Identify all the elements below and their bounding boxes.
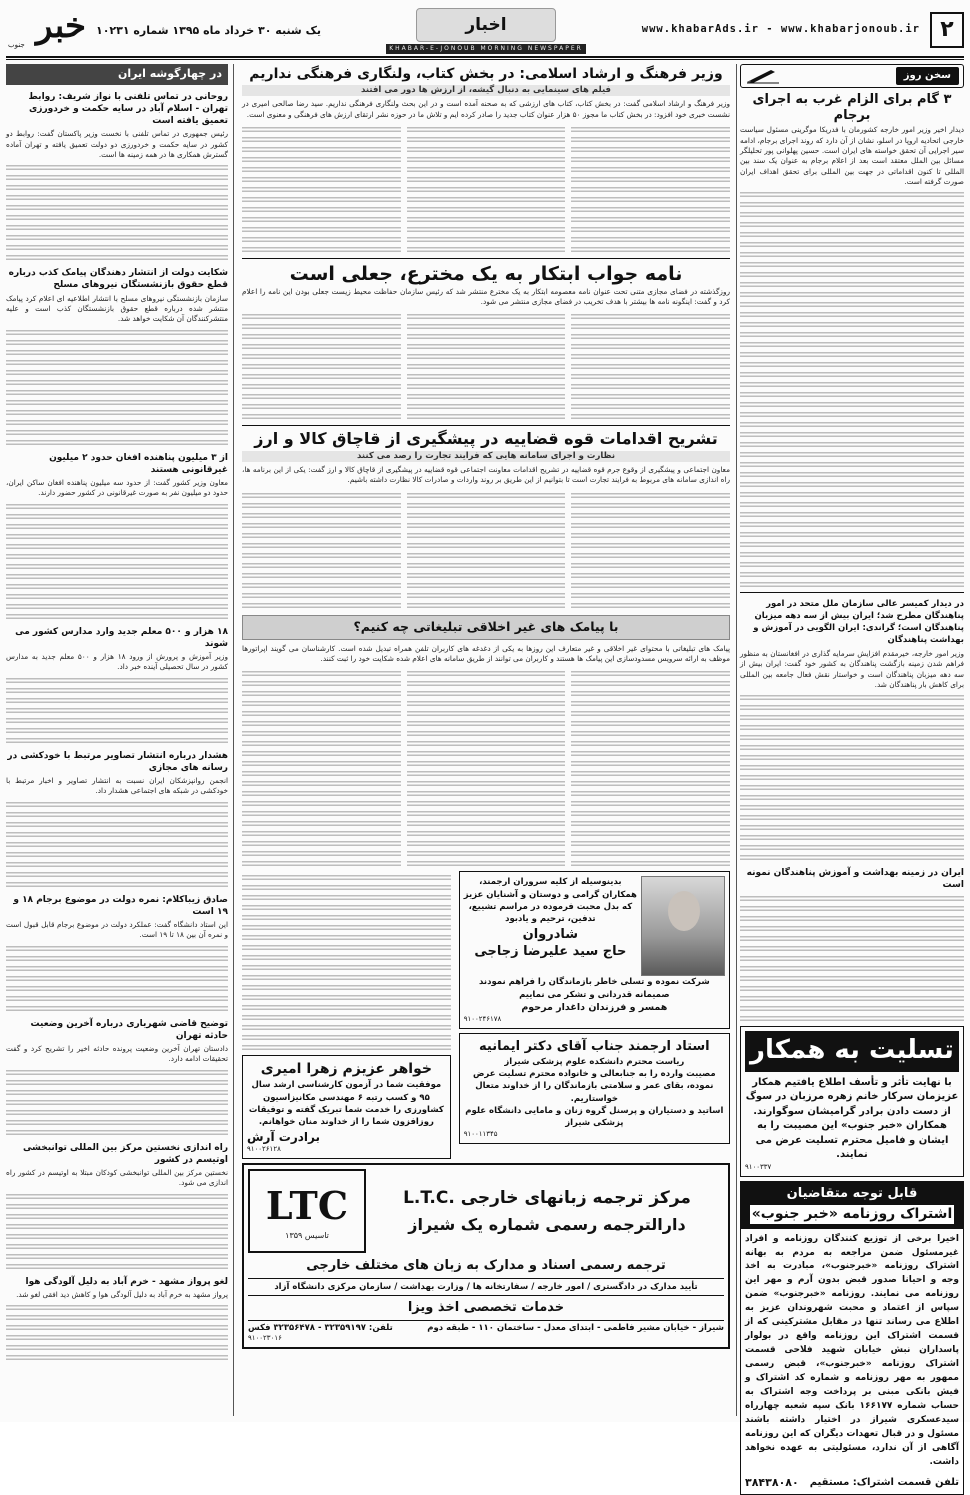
- ltc-translation-ad: [242, 1163, 730, 1349]
- sister-congrats-ad: [242, 1055, 451, 1159]
- news-item-title[interactable]: روحانی در تماس تلفنی با نواز شریف: روابط تهران - اسلام آباد در سایه حکمت و خردورزی تعمیق یافته است: [28, 91, 228, 127]
- editorial-tag: [740, 64, 964, 88]
- editorial-title[interactable]: ۳ گام برای الزام غرب به اجرای برجام: [752, 92, 952, 123]
- pen-icon: [745, 68, 781, 84]
- column-divider: [736, 64, 737, 1416]
- notice-phone-row: [741, 1474, 963, 1495]
- ltc-phones[interactable]: تلفن: ۳۲۳۵۹۱۹۷ - ۳۲۳۵۶۴۷۸ فکس: [248, 1322, 393, 1333]
- news-item-title[interactable]: ۱۸ هزار و ۵۰۰ معلم جدید وارد مدارس کشور می شوند: [15, 626, 228, 649]
- news-item-body: رئیس جمهوری در تماس تلفنی با نخست وزیر پاکستان گفت: روابط دو کشور در سایه حکمت و خردورزی دو دولت تعمیق یافته و تهران آماده گسترش همکاری ها در همه زمینه ها است.: [6, 129, 228, 159]
- news-item-title[interactable]: هشدار درباره انتشار تصاویر مرتبط با خودکشی در رسانه های مجازی: [7, 750, 228, 773]
- logo-text: خبر: [35, 6, 86, 46]
- culture-minister-title[interactable]: وزیر فرهنگ و ارشاد اسلامی: در بخش کتاب، ولنگاری فرهنگی نداریم: [249, 66, 723, 82]
- sms-body: پیامک های تبلیغاتی با محتوای غیر اخلاقی و غیر متعارف این روزها به یکی از دغدغه های کاربران تلفن همراه تبدیل شده است. کارشناسان می گویند اپراتورها موظف به ارائه سرویس مسدودسازی این پیامک ها هستند و کاربران می توانند از طریق سامانه های اعلام شده شکایت خود را ثبت کنند.: [242, 643, 730, 663]
- news-item-title[interactable]: صادق زیباکلام: نمره دولت در موضوع برجام ۱۸ و ۱۹ است: [13, 894, 228, 917]
- condolence-title: تسلیت به همکار: [745, 1031, 959, 1072]
- sms-column-continued: [242, 873, 451, 1051]
- judiciary-subtitle: نظارت و اجرای سامانه هایی که فرایند تجارت را رصد می کنند: [242, 451, 730, 462]
- sister-code: ۹۱۰۰۲۶۱۲۸: [247, 1144, 281, 1153]
- news-item-title[interactable]: راه اندازی نخستین مرکز بین المللی توانبخشی اوتیسم در کشور: [22, 1142, 228, 1165]
- notice-title: قابل توجه متقاضیان: [786, 1186, 918, 1202]
- letter-body: روزگذشته در فضای مجازی متنی تحت عنوان نامه معصومه ابتکار به یک مخترع منتشر شد که رئیس سازمان حفاظت محیط زیست جعلی بودن این نامه را اعلام کرد و گفت: اینگونه نامه ها بیشتر با هدف تخریب در فضای مجازی منتشر می شود.: [242, 286, 730, 307]
- obituary-ad: [459, 871, 730, 1029]
- header-rule: [6, 56, 964, 60]
- ltc-title: مرکز ترجمه زبانهای خارجی .L.T.C: [403, 1187, 691, 1208]
- sms-columns: [242, 667, 730, 869]
- news-item-body: نخستین مرکز بین المللی توانبخشی کودکان مبتلا به اوتیسم در کشور راه اندازی می شود.: [6, 1167, 228, 1188]
- condolence-ad: [740, 1026, 964, 1178]
- news-item: [6, 1018, 228, 1136]
- notice-phone-label: تلفن قسمت اشتراک: مستقیم: [809, 1476, 959, 1488]
- ltc-line2: تأیید مدارک در دادگستری / امور خارجه / سفارتخانه ها / وزارت بهداشت / سازمان مرکزی دانشگاه آزاد: [248, 1278, 724, 1296]
- sms-section-bar[interactable]: با پیامک های غیر اخلاقی تبلیغاتی چه کنیم؟: [242, 615, 730, 640]
- editorial-tag-label: سخن روز: [896, 67, 959, 85]
- professor-sign: اساتید و دستیاران و پرسنل گروه زنان و مامایی دانشگاه علوم پزشکی شیراز: [465, 1105, 724, 1129]
- news-item-body: این استاد دانشگاه گفت: عملکرد دولت در موضوع برجام قابل قبول است و نمره آن بین ۱۸ تا ۱۹ است.: [6, 919, 228, 940]
- obituary-name: حاج سید علیرضا زجاجی: [474, 944, 627, 960]
- newspaper-logo: [6, 6, 86, 50]
- culture-minister-body: وزیر فرهنگ و ارشاد اسلامی گفت: در بخش کتاب، کتاب های ارزشی که به صحنه آمده است و در این بحث ولنگاری فرهنگی نداریم. سید رضا صالحی امیری در نشست خبری خود افزود: در بخش کتاب ما مجوز ۵۰ هزار عنوان کتاب جدید را صادر کرده ایم و تلاش ما در حوزه نشر ارتقای ارزش های فرهنگی و معنوی است.: [242, 99, 730, 119]
- ltc-address: شیراز - خیابان مشیر فاطمی - ابتدای معدل - ساختمان ۱۱۰ - طبقه دوم: [427, 1322, 724, 1333]
- right-column: [740, 64, 964, 1489]
- condolence-body: با نهایت تأثر و تأسف اطلاع یافتیم همکار عزیزمان سرکار خانم زهره مرزبان در سوگ از دست دادن برادر گرامیشان سوگوارند. همکاران «خبر جنوب» این مصیبت را به ایشان و فامیل محترم تسلیت عرض می نمایند.: [745, 1076, 959, 1161]
- page-number: ۲: [930, 12, 964, 48]
- ltc-contact-row: [248, 1320, 724, 1334]
- professor-sub: ریاست محترم دانشکده علوم پزشکی شیراز: [504, 1056, 685, 1067]
- ltc-line3: خدمات تخصصی اخذ ویزا: [407, 1299, 565, 1315]
- portrait-photo: [641, 876, 725, 976]
- notice-body: اخیرا برخی از توزیع کنندگان روزنامه و افراد غیرمسئول ضمن مراجعه به مردم به بهانه اشتراک روزنامه «خبرجنوب»، مبادرت به اخذ وجه و احیانا صدور قبض بدون آرم و مهر این روزنامه می نمایند. روزنامه «خبرجنوب» ضمن سپاس از اعتماد و محبت شهروندان عزیز به اطلاع می رساند تنها در مقابل مشترکینی که از قسمت اشتراک این روزنامه واقع در بولوار پاسداران نبش خیابان شهید فلاحی قسمت اشتراک روزنامه «خبرجنوب»، قبض رسمی ممهور به مهر روزنامه و شماره کد اشتراک و فیش بانکی مبنی بر پرداخت وجه اشتراک به حساب شماره ۱۶۶۱۷۷ بانک سپه شعبه چهارراه سیدعسکری شیراز در اختیار داشته باشند مسئول و در قبال تعهدات دیگران که این روزنامه آگاهی از آن ندارد، مسئولیتی به عهده نخواهد داشت.: [745, 1233, 960, 1467]
- regional-news-bar: در چهارگوشه ایران: [6, 64, 228, 85]
- condolence-code: ۹۱۰۰۳۳۷: [745, 1162, 772, 1171]
- professor-title: استاد ارجمند جناب آقای دکتر ایمانیه: [479, 1039, 710, 1055]
- obituary-title: شادروان: [522, 926, 579, 942]
- letter-title[interactable]: نامه جواب ابتکار به یک مخترع، جعلی است: [289, 262, 683, 285]
- professor-code: ۹۱۰۰۱۱۳۴۵: [463, 1129, 498, 1138]
- news-item-body: پرواز مشهد به خرم آباد به دلیل آلودگی هوا و کاهش دید افقی لغو شد.: [16, 1289, 228, 1299]
- ltc-line1: ترجمه رسمی اسناد و مدارک به زبان های مختلف خارجی: [306, 1258, 666, 1274]
- ltc-logo: [248, 1169, 366, 1253]
- left-column: [6, 64, 228, 1416]
- refugee-subheading: ایران در زمینه بهداشت و آموزش پناهندگان نمونه است: [746, 868, 964, 891]
- letter-columns: [242, 310, 730, 422]
- news-item-title[interactable]: توضیح قاضی شهریاری درباره آخرین وضعیت حادثه تهران: [30, 1018, 228, 1041]
- news-item: [6, 1142, 228, 1270]
- obituary-intro: بدینوسیله از کلیه سروران ارجمند، همکاران گرامی و دوستان و آشنایان عزیز که بدل محبت فرموده در مراسم تشییع، تدفین، ترحیم و یادبود: [463, 877, 637, 925]
- news-item: [6, 626, 228, 744]
- refugee-news-continued: [740, 693, 964, 861]
- middle-column: [242, 64, 730, 1416]
- judiciary-body: معاون اجتماعی و پیشگیری از وقوع جرم قوه قضاییه در تشریح اقدامات معاونت اجتماعی قوه قضاییه در پیشگیری از قاچاق کالا و ارز گفت: یکی از این برنامه ها، راه اندازی سامانه های مربوط به فرایند تجارت است تا بتوانیم از این طریق بر روند واردات و صادرات کالا نظارت داشته باشیم.: [242, 465, 730, 485]
- ltc-top-row: [248, 1169, 724, 1253]
- ltc-logo-text: LTC: [265, 1183, 349, 1229]
- professor-body: مصیبت وارده را به جنابعالی و خانواده محترم تسلیت عرض نموده، بقای عمر و سلامتی بازماندگان را از خداوند متعال خواستاریم.: [473, 1069, 716, 1104]
- news-item: [6, 894, 228, 1012]
- sister-body: موفقیت شما در آزمون کارشناسی ارشد سال ۹۵ و کسب رتبه ۶ مهندسی مکانیزاسیون کشاورزی را خدمت شما تبریک گفته و توفیقات روزافزون شما را از خداوند منان خواهانم.: [248, 1080, 444, 1128]
- ltc-sub: دارالترجمه رسمی شماره یک شیراز: [408, 1214, 686, 1234]
- news-item-body: دادستان تهران آخرین وضعیت پرونده حادثه اخیر را تشریح کرد و گفت تحقیقات ادامه دارد.: [6, 1043, 228, 1064]
- news-item: [6, 452, 228, 620]
- news-item: [6, 91, 228, 262]
- issue-line: یک شنبه ۳۰ خرداد ماه ۱۳۹۵ شماره ۱۰۲۳۱: [96, 24, 321, 37]
- notice-header: [741, 1182, 963, 1228]
- news-item: [6, 267, 228, 445]
- sister-title: خواهر عزیزم زهرا امیری: [260, 1061, 432, 1078]
- news-item-title[interactable]: از ۳ میلیون پناهنده افغان حدود ۲ میلیون غیرقانونی هستند: [49, 452, 228, 475]
- ads-row: [242, 871, 730, 1159]
- obituary-sign: همسر و فرزندان داغدار مرحوم: [521, 1001, 668, 1013]
- news-item-body: وزیر آموزش و پرورش از ورود ۱۸ هزار و ۵۰۰ معلم جدید به مدارس کشور در سال تحصیلی آینده خبر داد.: [6, 651, 228, 672]
- notice-subtitle: اشتراک روزنامه «خبر جنوب»: [751, 1205, 953, 1222]
- editorial-body: دیدار اخیر وزیر امور خارجه کشورمان با فدریکا موگرینی مسئول سیاست خارجی اتحادیه اروپا در اسلو، نشان از آن دارد که روند اجرای برجام، ادامه سیر اجرایی آن تحقق خواسته های ایران است. حسین پهلوانی پور تحلیلگر مسائل بین الملل معتقد است بعد از اعلام برجام به عنوان یک سند بین المللی تا کنون اقداماتی در جهت بین المللی برای تحقق اهداف ایران صورت گرفته است.: [740, 125, 964, 186]
- section-subtitle: KHABAR-E-JONOUB MORNING NEWSPAPER: [386, 44, 586, 54]
- obituary-row: [464, 876, 725, 976]
- subscription-notice: [740, 1181, 964, 1495]
- regional-news-list: [6, 91, 228, 1361]
- ltc-est: تاسیس ۱۳۵۹: [285, 1231, 329, 1241]
- news-item-body: انجمن روانپزشکان ایران نسبت به انتشار تصاویر و اخبار مرتبط با خودکشی در شبکه های اجتماعی هشدار داد.: [6, 775, 228, 796]
- culture-minister-subtitle: فیلم های سینمایی به دنبال گیشه، از ارزش ها دور می افتند: [242, 85, 730, 96]
- notice-phone[interactable]: ۳۸۴۳۸۰۸۰: [745, 1475, 799, 1489]
- logo-subtext: جنوب: [8, 40, 25, 49]
- news-item: [6, 750, 228, 888]
- news-item-body: سازمان بازنشستگی نیروهای مسلح با انتشار اطلاعیه ای اعلام کرد پیامک منتشر شده درباره قطع حقوق بازنشستگان کذب است و علیه منتشرکنندگان آن شکایت خواهد شد.: [6, 293, 228, 324]
- refugee-news-end: [740, 894, 964, 1022]
- sister-sign: برادرت آرش: [247, 1129, 320, 1144]
- condolence-professor-ad: [459, 1033, 730, 1144]
- culture-minister-columns: [242, 123, 730, 255]
- news-item: [6, 1276, 228, 1362]
- ltc-code: ۹۱۰۰۲۳۰۱۶: [248, 1334, 282, 1342]
- page-header: [6, 6, 964, 54]
- news-item-title[interactable]: شکایت دولت از انتشار دهندگان پیامک کذب درباره قطع حقوق بازنشستگان نیروهای مسلح: [8, 268, 228, 291]
- site-url[interactable]: www.khabarAds.ir - www.khabarjonoub.ir: [641, 23, 920, 35]
- section-title: اخبار: [416, 8, 556, 42]
- obituary-code: ۹۱۰۰۲۴۶۱۷۸: [463, 1014, 502, 1023]
- refugee-news-body: وزیر امور خارجه، خیرمقدم افزایش سرمایه گذاری در افغانستان به منظور فراهم شدن زمینه بازگشت پناهندگان به کشور خود گفت: ایران بیش از سه دهه میزبان پناهندگان است و خواستار نقش فعال جامعه بین المللی برای کاهش بار پناهندگان شد.: [740, 648, 964, 689]
- obituary-body: شرکت نموده و تسلی خاطر بازماندگان را فراهم نمودند صمیمانه قدردانی و تشکر می نماییم: [478, 977, 710, 1000]
- judiciary-columns: [242, 489, 730, 611]
- news-item-body: معاون وزیر کشور گفت: از حدود سه میلیون پناهنده افغان ساکن ایران، حدود دو میلیون نفر به صورت غیرقانونی در کشور حضور دارند.: [6, 477, 228, 498]
- editorial-body-continued: [740, 190, 964, 588]
- judiciary-title[interactable]: تشریح اقدامات قوه قضاییه در پیشگیری از قاچاق کالا و ارز: [254, 429, 718, 449]
- column-divider: [233, 64, 234, 1416]
- refugee-news-title[interactable]: در دیدار کمیسر عالی سازمان ملل متحد در امور پناهندگان مطرح شد؛ ایران بیش از سه دهه میزبان پناهندگان است؛ گراندی: ایران الگویی در آموزش و بهداشت پناهندگان: [753, 599, 964, 646]
- news-item-title[interactable]: لغو پرواز مشهد - خرم آباد به دلیل آلودگی هوا: [25, 1276, 228, 1287]
